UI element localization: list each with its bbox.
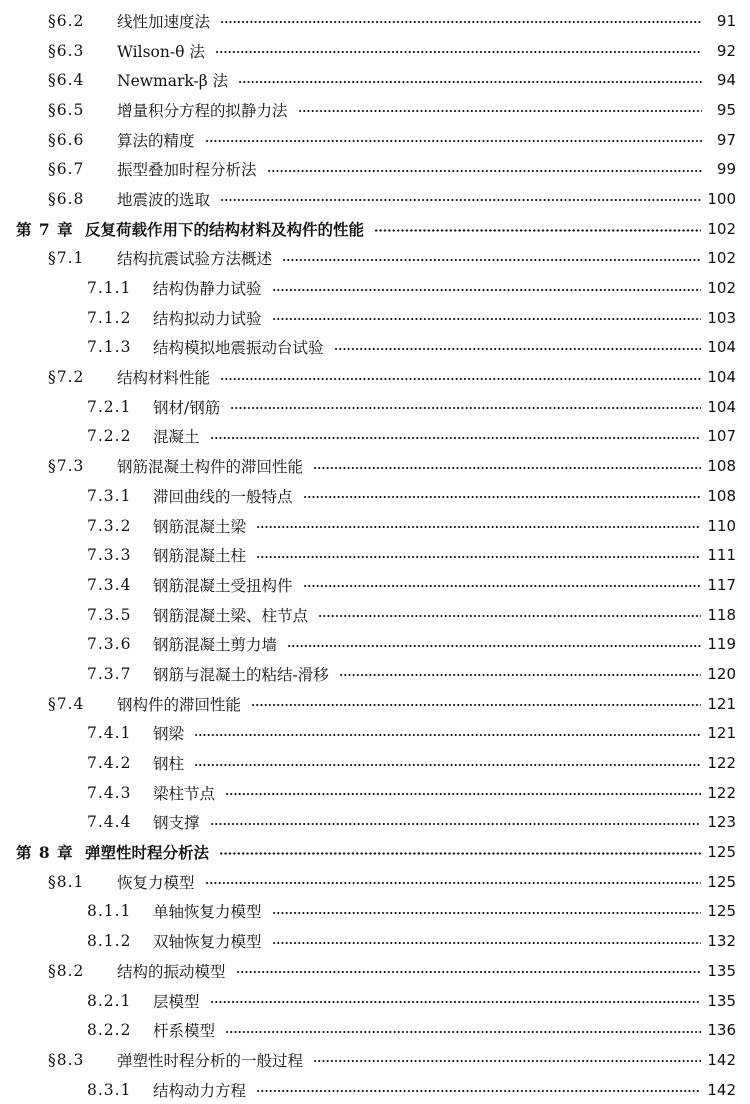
toc-chapter-entry [0, 837, 750, 867]
toc-entry-title: 算法的精度 [117, 131, 195, 150]
toc-subsection-entry [0, 600, 750, 630]
toc-entry-number: 7.1.2 [87, 308, 132, 327]
toc-entry-page-number: 122 [707, 754, 736, 773]
toc-subsection-entry [0, 570, 750, 600]
toc-entry-number: 8.2.1 [87, 991, 132, 1010]
toc-entry-page-number: 99 [716, 160, 736, 179]
toc-entry-number: §6.6 [48, 130, 85, 149]
toc-chapter-entry [0, 214, 750, 244]
dot-leader [287, 645, 701, 647]
toc-entry-number: 7.2.1 [87, 397, 132, 416]
toc-subsection-entry [0, 540, 750, 570]
toc-entry-page-number: 104 [707, 397, 736, 416]
toc-entry-page-number: 125 [707, 902, 736, 921]
toc-entry-title: 地震波的选取 [117, 190, 211, 209]
dot-leader [256, 556, 701, 558]
toc-entry-number: §8.3 [48, 1050, 85, 1069]
toc-subsection-entry [0, 422, 750, 452]
toc-entry-page-number: 102 [707, 279, 736, 298]
toc-entry-page-number: 121 [707, 724, 736, 743]
toc-entry-number: §7.4 [48, 694, 85, 713]
toc-entry-title: 结构模拟地震振动台试验 [153, 339, 324, 358]
toc-entry-number: 7.4.1 [87, 724, 132, 743]
toc-entry-page-number: 100 [707, 189, 736, 208]
toc-entry-number: §6.7 [48, 160, 85, 179]
toc-entry-title: 混凝土 [153, 428, 200, 447]
dot-leader [282, 259, 701, 261]
toc-entry-title: 钢柱 [153, 755, 185, 774]
toc-entry-page-number: 97 [716, 130, 736, 149]
toc-entry-page-number: 120 [707, 664, 736, 683]
toc-entry-number: 7.1.3 [87, 338, 132, 357]
toc-section-entry [0, 184, 750, 214]
toc-entry-page-number: 94 [716, 71, 736, 90]
toc-entry-number: 7.3.5 [87, 605, 132, 624]
toc-subsection-entry [0, 333, 750, 363]
dot-leader [230, 407, 701, 409]
dot-leader [219, 852, 701, 855]
toc-subsection-entry [0, 273, 750, 303]
toc-entry-number: §6.8 [48, 189, 85, 208]
dot-leader [334, 348, 702, 350]
toc-subsection-entry [0, 808, 750, 838]
toc-entry-title: 钢筋混凝土梁、柱节点 [153, 606, 309, 625]
toc-entry-title: Wilson-θ 法 [117, 42, 205, 61]
dot-leader [236, 971, 702, 973]
toc-entry-number: 7.3.7 [87, 664, 132, 683]
toc-entry-title: 单轴恢复力模型 [153, 903, 262, 922]
toc-entry-title: 结构动力方程 [153, 1081, 247, 1100]
toc-entry-page-number: 123 [707, 813, 736, 832]
toc-entry-number: 7.3.6 [87, 635, 132, 654]
toc-entry-page-number: 110 [707, 516, 736, 535]
toc-entry-number: 7.3.2 [87, 516, 132, 535]
toc-entry-title: 结构抗震试验方法概述 [117, 250, 273, 269]
dot-leader [272, 318, 702, 320]
toc-entry-number: 7.2.2 [87, 427, 132, 446]
table-of-contents [0, 6, 750, 1104]
dot-leader [298, 110, 702, 112]
dot-leader [374, 229, 701, 232]
toc-entry-title: 恢复力模型 [117, 873, 195, 892]
toc-entry-page-number: 121 [707, 694, 736, 713]
toc-entry-number: §6.5 [48, 100, 85, 119]
toc-entry-title: 弹塑性时程分析的一般过程 [117, 1051, 304, 1070]
toc-entry-page-number: 104 [707, 338, 736, 357]
dot-leader [238, 81, 702, 83]
toc-entry-page-number: 132 [707, 932, 736, 951]
toc-entry-page-number: 135 [707, 991, 736, 1010]
toc-entry-number: §7.2 [48, 368, 85, 387]
toc-subsection-entry [0, 897, 750, 927]
dot-leader [272, 912, 702, 914]
toc-section-entry [0, 154, 750, 184]
toc-entry-number: 7.4.2 [87, 754, 132, 773]
dot-leader [194, 764, 701, 766]
toc-entry-page-number: 118 [707, 605, 736, 624]
toc-entry-title: 钢筋混凝土剪力墙 [153, 636, 278, 655]
toc-entry-title: 反复荷载作用下的结构材料及构件的性能 [85, 219, 365, 239]
toc-entry-title: 钢支撑 [153, 814, 200, 833]
toc-entry-page-number: 103 [707, 308, 736, 327]
toc-entry-number: 8.1.2 [87, 932, 132, 951]
dot-leader [256, 526, 701, 528]
toc-entry-title: 结构伪静力试验 [153, 280, 262, 299]
dot-leader [313, 1060, 701, 1062]
toc-section-entry [0, 1045, 750, 1075]
toc-section-entry [0, 451, 750, 481]
toc-entry-page-number: 136 [707, 1021, 736, 1040]
toc-subsection-entry [0, 748, 750, 778]
dot-leader [194, 734, 701, 736]
dot-leader [225, 793, 701, 795]
toc-subsection-entry [0, 303, 750, 333]
toc-entry-number: 8.3.1 [87, 1080, 132, 1099]
toc-section-entry [0, 125, 750, 155]
dot-leader [272, 942, 702, 944]
toc-entry-page-number: 108 [707, 457, 736, 476]
toc-entry-page-number: 117 [707, 575, 736, 594]
toc-subsection-entry [0, 1075, 750, 1104]
dot-leader [313, 467, 701, 469]
dot-leader [220, 378, 701, 380]
dot-leader [215, 51, 702, 53]
toc-entry-page-number: 104 [707, 368, 736, 387]
toc-subsection-entry [0, 392, 750, 422]
toc-subsection-entry [0, 719, 750, 749]
toc-entry-title: 增量积分方程的拟静力法 [117, 101, 288, 120]
toc-entry-page-number: 91 [716, 11, 736, 30]
toc-entry-title: 钢筋与混凝土的粘结-滑移 [153, 665, 329, 684]
dot-leader [272, 289, 702, 291]
toc-section-entry [0, 36, 750, 66]
toc-entry-title: 结构的振动模型 [117, 962, 226, 981]
toc-entry-page-number: 102 [707, 249, 736, 268]
toc-entry-title: 钢筋混凝土受扭构件 [153, 576, 293, 595]
toc-entry-number: 7.1.1 [87, 279, 132, 298]
toc-entry-title: 杆系模型 [153, 1022, 216, 1041]
toc-entry-number: §7.1 [48, 249, 85, 268]
toc-entry-title: 滞回曲线的一般特点 [153, 487, 293, 506]
toc-entry-page-number: 92 [716, 41, 736, 60]
toc-entry-title: 结构拟动力试验 [153, 309, 262, 328]
dot-leader [225, 1031, 701, 1033]
toc-entry-page-number: 95 [716, 100, 736, 119]
toc-entry-number: §7.3 [48, 457, 85, 476]
toc-section-entry [0, 689, 750, 719]
toc-entry-title: 弹塑性时程分析法 [85, 843, 210, 863]
toc-entry-page-number: 142 [707, 1050, 736, 1069]
toc-entry-page-number: 108 [707, 486, 736, 505]
toc-entry-number: §6.3 [48, 41, 85, 60]
toc-entry-title: 振型叠加时程分析法 [117, 161, 257, 180]
toc-section-entry [0, 65, 750, 95]
toc-section-entry [0, 95, 750, 125]
toc-entry-number: 7.3.4 [87, 575, 132, 594]
toc-section-entry [0, 867, 750, 897]
toc-entry-number: 第 8 章 [16, 843, 74, 863]
toc-entry-page-number: 142 [707, 1080, 736, 1099]
dot-leader [303, 496, 702, 498]
toc-entry-number: 7.4.3 [87, 783, 132, 802]
dot-leader [339, 674, 702, 676]
toc-subsection-entry [0, 629, 750, 659]
toc-entry-title: 钢筋混凝土构件的滞回性能 [117, 458, 304, 477]
dot-leader [267, 170, 702, 172]
dot-leader [318, 615, 701, 617]
toc-subsection-entry [0, 778, 750, 808]
toc-entry-number: 8.1.1 [87, 902, 132, 921]
toc-entry-page-number: 125 [707, 872, 736, 891]
toc-entry-number: 第 7 章 [16, 219, 74, 239]
toc-subsection-entry [0, 481, 750, 511]
dot-leader [210, 823, 702, 825]
toc-entry-number: §6.4 [48, 71, 85, 90]
toc-subsection-entry [0, 511, 750, 541]
toc-entry-title: 钢筋混凝土梁 [153, 517, 247, 536]
toc-entry-number: §6.2 [48, 11, 85, 30]
toc-section-entry [0, 362, 750, 392]
toc-entry-number: 7.4.4 [87, 813, 132, 832]
toc-entry-page-number: 111 [707, 546, 736, 565]
toc-entry-title: Newmark-β 法 [117, 72, 229, 91]
toc-entry-number: §8.1 [48, 872, 85, 891]
dot-leader [303, 585, 702, 587]
dot-leader [205, 140, 702, 142]
dot-leader [256, 1090, 701, 1092]
toc-entry-title: 双轴恢复力模型 [153, 933, 262, 952]
toc-entry-title: 梁柱节点 [153, 784, 216, 803]
toc-section-entry [0, 6, 750, 36]
toc-entry-title: 钢材/钢筋 [153, 398, 221, 417]
dot-leader [210, 437, 702, 439]
toc-entry-title: 钢梁 [153, 725, 185, 744]
dot-leader [205, 882, 702, 884]
dot-leader [220, 21, 702, 23]
toc-entry-page-number: 122 [707, 783, 736, 802]
toc-entry-title: 层模型 [153, 992, 200, 1011]
toc-entry-number: 7.3.1 [87, 486, 132, 505]
toc-entry-title: 结构材料性能 [117, 369, 211, 388]
dot-leader [210, 1001, 702, 1003]
dot-leader [220, 199, 701, 201]
dot-leader [251, 704, 701, 706]
toc-subsection-entry [0, 986, 750, 1016]
toc-subsection-entry [0, 659, 750, 689]
toc-entry-number: 8.2.2 [87, 1021, 132, 1040]
toc-entry-page-number: 107 [707, 427, 736, 446]
toc-entry-page-number: 135 [707, 961, 736, 980]
toc-subsection-entry [0, 926, 750, 956]
toc-section-entry [0, 956, 750, 986]
toc-entry-number: §8.2 [48, 961, 85, 980]
toc-entry-title: 钢筋混凝土柱 [153, 547, 247, 566]
toc-entry-title: 线性加速度法 [117, 12, 211, 31]
toc-section-entry [0, 244, 750, 274]
toc-entry-page-number: 119 [707, 635, 736, 654]
toc-entry-number: 7.3.3 [87, 546, 132, 565]
toc-entry-page-number: 125 [707, 843, 736, 862]
toc-entry-page-number: 102 [707, 219, 736, 238]
toc-entry-title: 钢构件的滞回性能 [117, 695, 242, 714]
toc-subsection-entry [0, 1015, 750, 1045]
